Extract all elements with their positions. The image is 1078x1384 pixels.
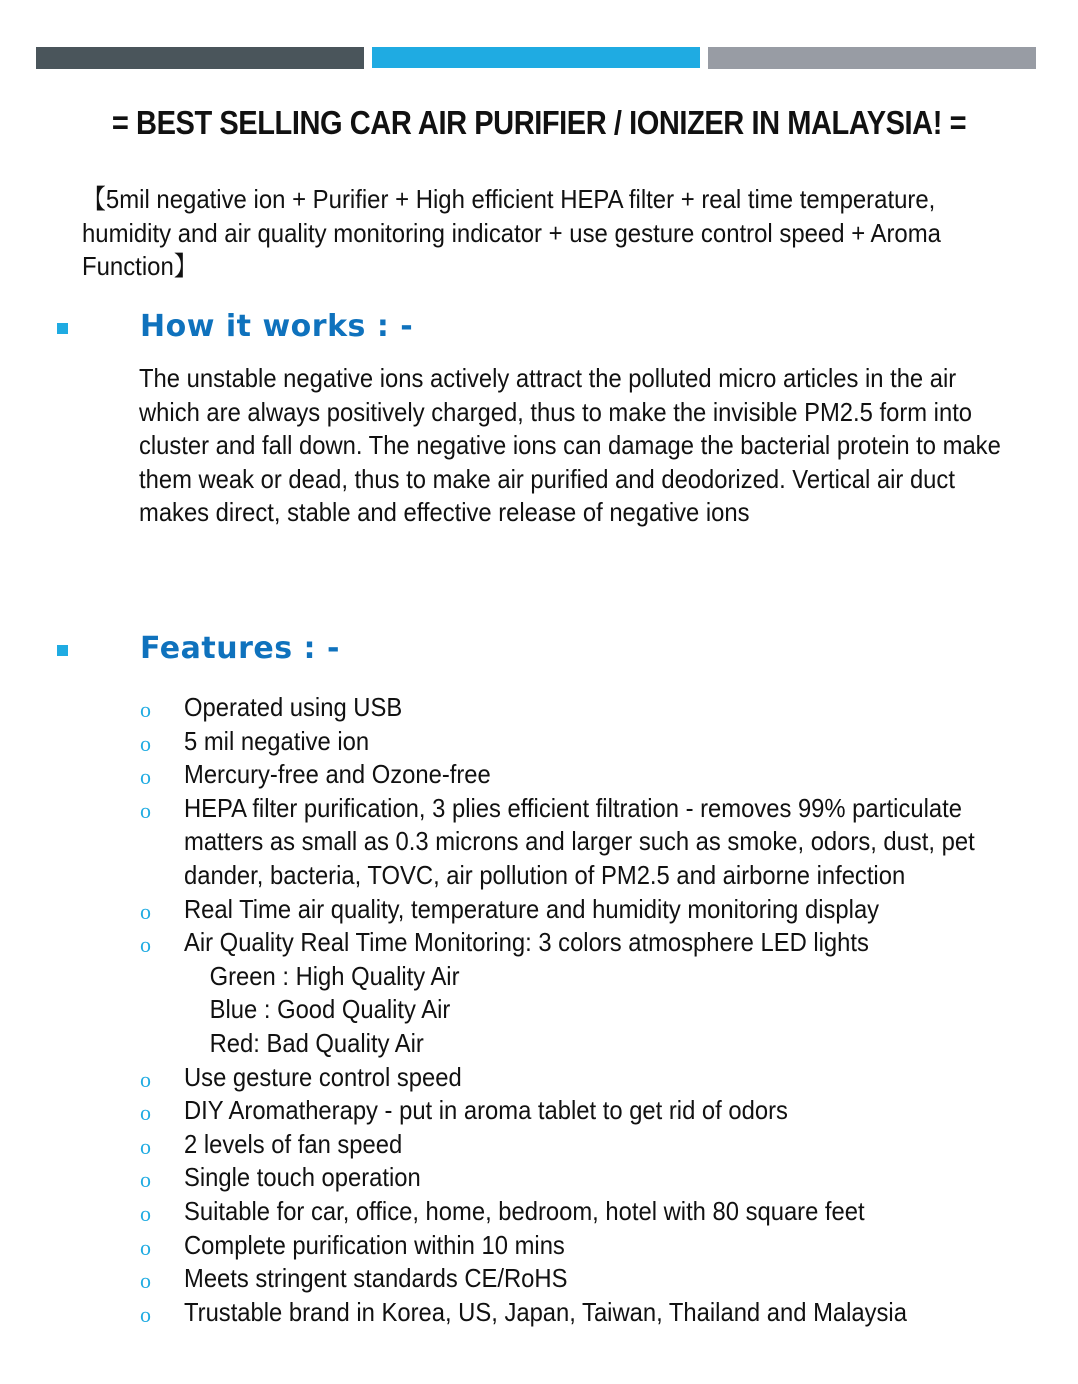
header-bar-gray [708, 47, 1036, 69]
circle-bullet-icon: o [140, 1100, 151, 1126]
list-item: o 2 levels of fan speed [138, 1128, 1078, 1162]
circle-bullet-icon: o [140, 1234, 151, 1260]
circle-bullet-icon: o [140, 730, 151, 756]
intro-text: 【5mil negative ion + Purifier + High efficient HEPA filter + real time temperature, humidity and air quality monitoring indicator + use gesture control speed + Aroma Function】 [82, 184, 941, 281]
list-item: o Meets stringent standards CE/RoHS [138, 1262, 1078, 1296]
list-item [138, 926, 1078, 1060]
list-item: o Mercury-free and Ozone-free [138, 758, 1078, 792]
page-title: = BEST SELLING CAR AIR PURIFIER / IONIZER IN MALAYSIA! = [111, 104, 967, 141]
circle-bullet-icon: o [140, 932, 151, 958]
square-bullet-icon [57, 645, 68, 656]
circle-bullet-icon: o [140, 1268, 151, 1294]
list-item: o Suitable for car, office, home, bedroom, hotel with 80 square feet [138, 1195, 1078, 1229]
circle-bullet-icon: o [140, 764, 151, 790]
header-bar-dark [36, 47, 364, 69]
header-color-bars [36, 47, 1036, 69]
section-header-how-it-works [0, 309, 1078, 349]
list-item: o DIY Aromatherapy - put in aroma tablet to get rid of odors [138, 1094, 1078, 1128]
led-color-red: Red: Bad Quality Air [209, 1027, 424, 1058]
list-item: o HEPA filter purification, 3 plies efficient filtration - removes 99% particulate matters as small as 0.3 microns and larger such as smoke, odors, dust, pet dander, bacteria, TOVC, air pollution of PM2.5 and airborne infection [140, 792, 975, 890]
list-item: o Use gesture control speed [138, 1061, 1078, 1095]
square-bullet-icon [57, 323, 68, 334]
list-item: o Operated using USB [138, 691, 1078, 725]
section-title-how-it-works: How it works : - [140, 309, 414, 344]
circle-bullet-icon: o [140, 898, 151, 924]
list-item: o Complete purification within 10 mins [138, 1229, 1078, 1263]
circle-bullet-icon: o [140, 1200, 151, 1226]
circle-bullet-icon: o [140, 1167, 151, 1193]
led-color-blue: Blue : Good Quality Air [209, 994, 451, 1025]
circle-bullet-icon: o [140, 1133, 151, 1159]
circle-bullet-icon: o [140, 697, 151, 722]
list-item: o 5 mil negative ion [138, 725, 1078, 759]
how-it-works-paragraph: The unstable negative ions actively attract the polluted micro articles in the air which are always positively charged, thus to make the invisible PM2.5 form into cluster and fall down. The negative ions can damage the bacterial protein to make them weak or dead, thus to make air purified and deodorized. Vertical air duct makes direct, stable and effective release of negative ions [139, 363, 1001, 528]
list-item: o Real Time air quality, temperature and humidity monitoring display [138, 893, 1078, 927]
features-list [138, 691, 1078, 1329]
led-lights-item: Air Quality Real Time Monitoring: 3 colors atmosphere LED lights Green : High Quality Air Blue : Good Quality Air Red: Bad Quality Air [184, 926, 1017, 1060]
section-header-features [0, 631, 1078, 671]
led-color-green: Green : High Quality Air [209, 960, 460, 991]
list-item: o Single touch operation [138, 1161, 1078, 1195]
circle-bullet-icon: o [140, 1301, 151, 1327]
list-item: o Trustable brand in Korea, US, Japan, Taiwan, Thailand and Malaysia [138, 1296, 1078, 1330]
header-bar-blue [372, 47, 700, 68]
circle-bullet-icon: o [140, 797, 151, 823]
section-title-features: Features : - [140, 631, 340, 666]
circle-bullet-icon: o [140, 1066, 151, 1092]
